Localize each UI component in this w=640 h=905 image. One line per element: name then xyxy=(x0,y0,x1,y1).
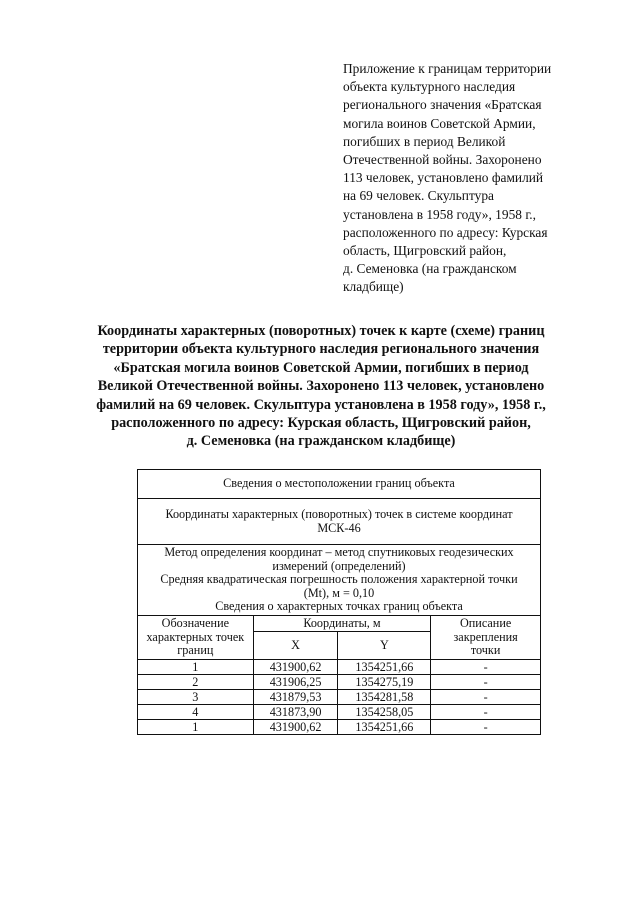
col-y-header: Y xyxy=(338,632,431,660)
title-line: территории объекта культурного наследия регионального значения xyxy=(102,341,540,358)
appendix-line: регионального значения «Братская xyxy=(343,97,542,113)
title-line: Великой Отечественной войны. Захоронено 113 человек, установлено xyxy=(97,378,545,395)
method-line: Средняя квадратическая погрешность положения характерной точки xyxy=(160,572,518,587)
system-line: Координаты характерных (поворотных) точек в системе координат xyxy=(165,506,513,521)
document-title xyxy=(90,322,552,451)
y-cell: 1354275,19 xyxy=(338,675,431,690)
col-header-line: закрепления xyxy=(453,629,518,644)
title-line: фамилий на 69 человек. Скульптура установлена в 1958 году», 1958 г., xyxy=(96,396,546,413)
method-header xyxy=(138,545,541,616)
table-row xyxy=(138,705,541,720)
description-cell: - xyxy=(431,675,541,690)
appendix-line: область, Щигровский район, xyxy=(343,243,507,259)
col-header-line: точки xyxy=(470,643,501,658)
method-line: Метод определения координат – метод спутниковых геодезических xyxy=(164,545,514,560)
system-line: МСК-46 xyxy=(317,520,361,535)
description-cell: - xyxy=(431,690,541,705)
y-cell: 1354258,05 xyxy=(338,705,431,720)
appendix-line: установлена в 1958 году», 1958 г., xyxy=(343,206,536,222)
table-row xyxy=(138,720,541,735)
appendix-line: 113 человек, установлено фамилий xyxy=(343,170,544,186)
title-line: «Братская могила воинов Советской Армии, погибших в период xyxy=(113,359,529,376)
appendix-line: расположенного по адресу: Курская xyxy=(343,224,548,240)
x-cell: 431906,25 xyxy=(253,675,338,690)
coordinate-system-header xyxy=(138,499,541,545)
method-line: Сведения о характерных точках границ объекта xyxy=(215,599,463,614)
table-row xyxy=(138,690,541,705)
col-x-header: X xyxy=(253,632,338,660)
appendix-line: погибших в период Великой xyxy=(343,133,506,149)
description-cell: - xyxy=(431,705,541,720)
y-cell: 1354281,58 xyxy=(338,690,431,705)
table-row xyxy=(138,675,541,690)
point-cell: 3 xyxy=(138,690,254,705)
col-header-line: границ xyxy=(177,643,214,658)
col-point-name-header xyxy=(138,616,254,660)
title-line: расположенного по адресу: Курская область, Щигровский район, xyxy=(111,415,531,432)
appendix-note xyxy=(343,60,581,297)
coordinates-table xyxy=(137,469,541,735)
x-cell: 431873,90 xyxy=(253,705,338,720)
title-line: Координаты характерных (поворотных) точек к карте (схеме) границ xyxy=(97,323,545,339)
x-cell: 431879,53 xyxy=(253,690,338,705)
table-row xyxy=(138,660,541,675)
x-cell: 431900,62 xyxy=(253,720,338,735)
title-line: д. Семеновка (на гражданском кладбище) xyxy=(186,433,456,450)
x-cell: 431900,62 xyxy=(253,660,338,675)
point-cell: 1 xyxy=(138,660,254,675)
method-line: измерений (определений) xyxy=(272,558,406,573)
appendix-line: д. Семеновка (на гражданском xyxy=(343,261,517,277)
appendix-line: кладбище) xyxy=(343,279,404,295)
appendix-line: Приложение к границам территории xyxy=(343,61,552,76)
col-coordinates-header: Координаты, м xyxy=(253,616,431,632)
location-header: Сведения о местоположении границ объекта xyxy=(138,470,541,499)
col-header-line: Описание xyxy=(459,616,512,631)
col-header-line: характерных точек xyxy=(146,629,245,644)
col-description-header xyxy=(431,616,541,660)
appendix-line: на 69 человек. Скульптура xyxy=(343,188,494,204)
description-cell: - xyxy=(431,720,541,735)
appendix-line: объекта культурного наследия xyxy=(343,79,516,95)
y-cell: 1354251,66 xyxy=(338,660,431,675)
appendix-line: Отечественной войны. Захоронено xyxy=(343,152,542,168)
method-line: (Mt), м = 0,10 xyxy=(303,585,375,600)
point-cell: 4 xyxy=(138,705,254,720)
y-cell: 1354251,66 xyxy=(338,720,431,735)
col-header-line: Обозначение xyxy=(161,616,230,631)
description-cell: - xyxy=(431,660,541,675)
appendix-line: могила воинов Советской Армии, xyxy=(343,115,536,131)
point-cell: 1 xyxy=(138,720,254,735)
point-cell: 2 xyxy=(138,675,254,690)
